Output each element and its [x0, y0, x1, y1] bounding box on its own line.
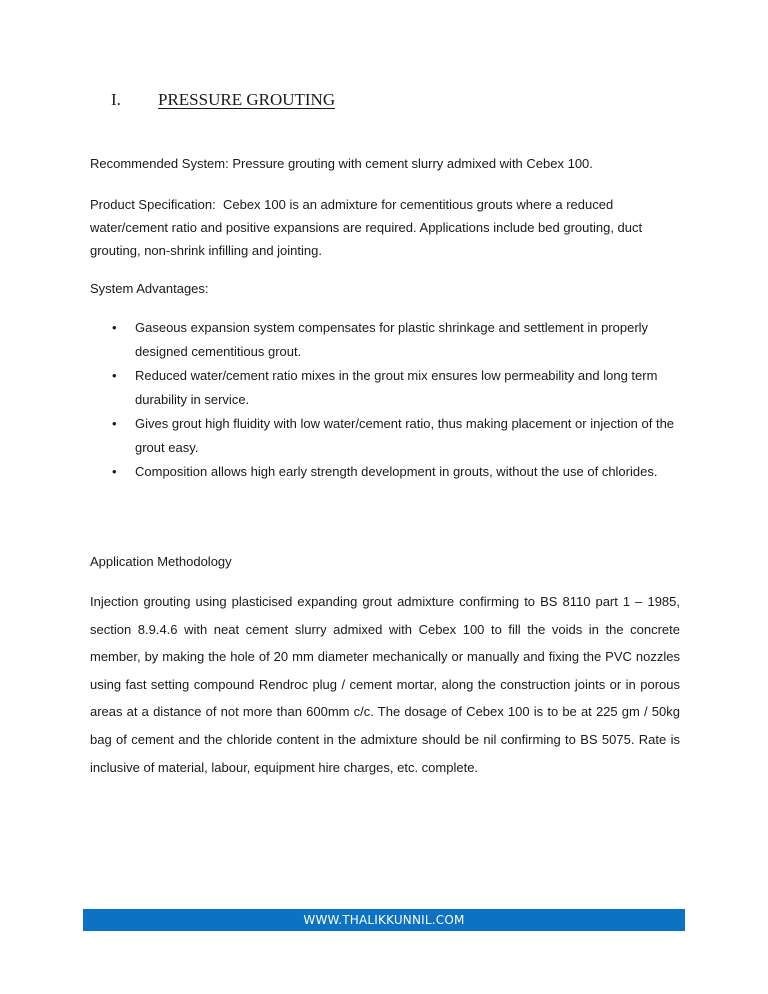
list-item: • Composition allows high early strength development in grouts, without the use of chlorides.	[90, 460, 680, 484]
bullet-icon: •	[112, 416, 117, 431]
bullet-icon: •	[112, 368, 117, 383]
bullet-icon: •	[112, 320, 117, 335]
advantages-label: System Advantages:	[90, 281, 209, 296]
footer-link[interactable]: WWW.THALIKKUNNIL.COM	[303, 913, 465, 927]
specification-label: Product Specification:	[90, 197, 216, 212]
methodology-label: Application Methodology	[90, 554, 232, 569]
section-title: PRESSURE GROUTING	[158, 90, 336, 109]
list-item: • Gaseous expansion system compensates for plastic shrinkage and settlement in properly designed cementitious grout.	[90, 316, 680, 364]
recommended-system: Recommended System: Pressure grouting with cement slurry admixed with Cebex 100.	[90, 156, 593, 171]
advantages-list	[90, 316, 680, 484]
list-item: • Reduced water/cement ratio mixes in the grout mix ensures low permeability and long term durability in service.	[90, 364, 680, 412]
footer-banner	[83, 909, 685, 931]
section-number: I.	[111, 90, 121, 109]
product-specification	[90, 193, 680, 262]
methodology-text: Injection grouting using plasticised expanding grout admixture confirming to BS 8110 part 1 – 1985, section 8.9.4.6 with neat cement slurry admixed with Cebex 100 to fill the voids in the concrete member, by making the hole of 20 mm diameter mechanically or manually and fixing the PVC nozzles using fast setting compound Rendroc plug / cement mortar, along the construction joints or in porous areas at a distance of not more than 600mm c/c. The dosage of Cebex 100 is to be at 225 gm / 50kg bag of cement and the chloride content in the admixture should be nil confirming to BS 5075. Rate is inclusive of material, labour, equipment hire charges, etc. complete.	[90, 594, 680, 775]
section-heading	[111, 90, 335, 110]
list-item: • Gives grout high fluidity with low water/cement ratio, thus making placement or injection of the grout easy.	[90, 412, 680, 460]
bullet-icon: •	[112, 464, 117, 479]
specification-text: Cebex 100 is an admixture for cementitious grouts where a reduced water/cement ratio and positive expansions are required. Applications include bed grouting, duct grouting, non-shrink infilling and jointing.	[90, 197, 643, 258]
